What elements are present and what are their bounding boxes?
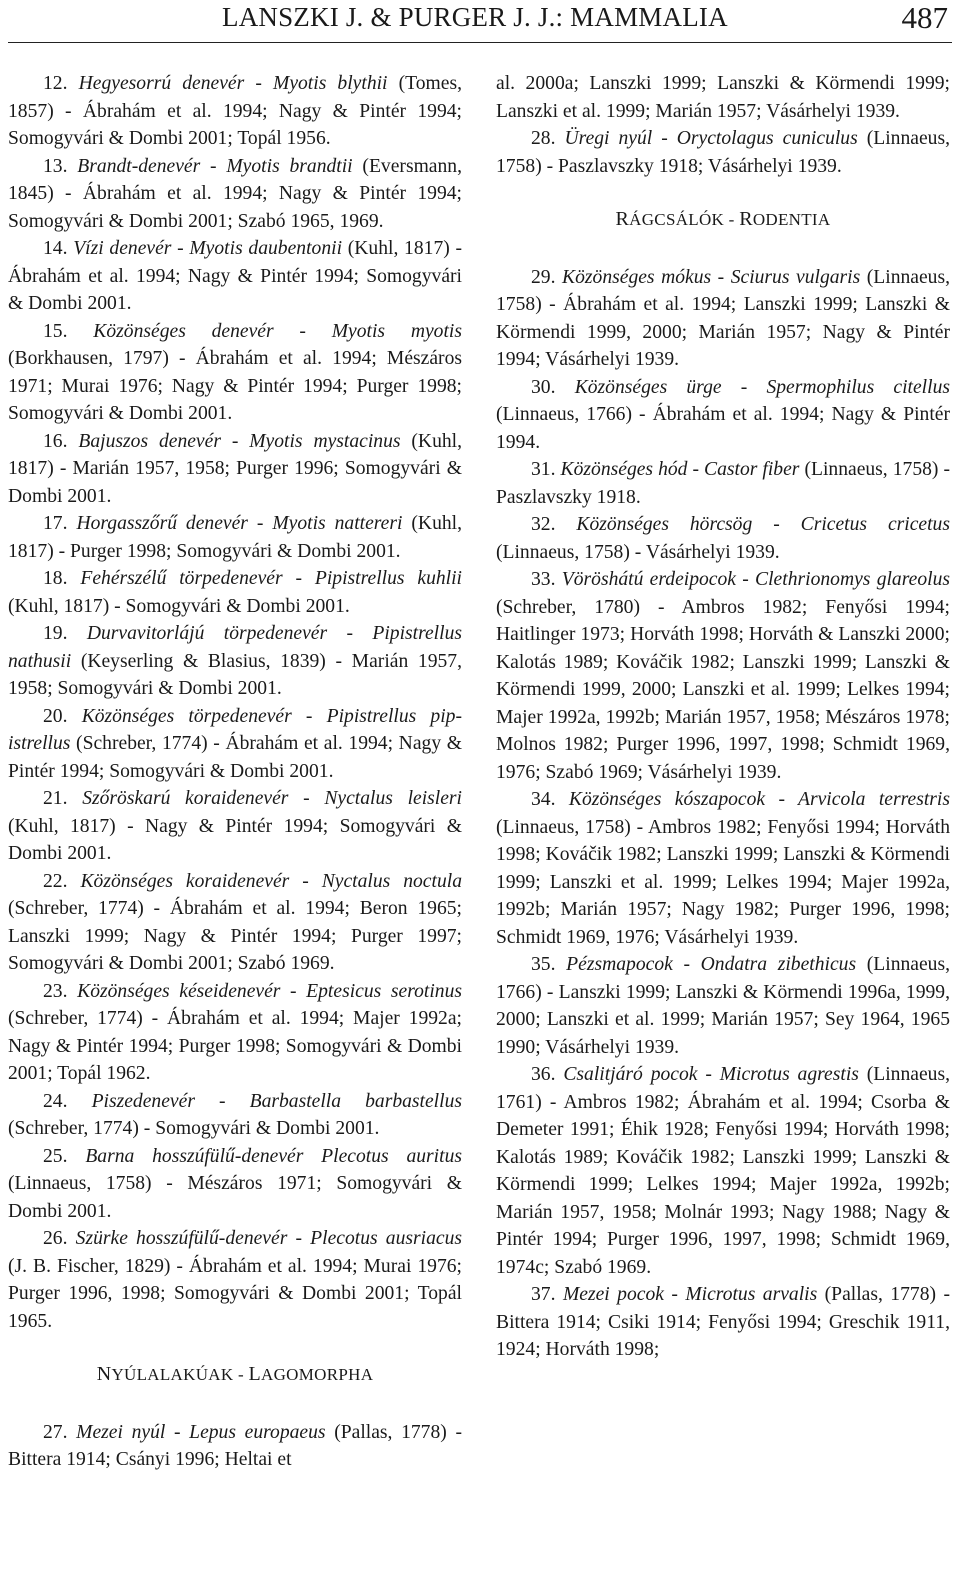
entry-citations: (Linnaeus, 1758) - Mészáros 1971; Somogyvári & Dombi 2001. xyxy=(8,1173,462,1222)
entry-citations: (Schreber, 1774) - Ábrahám et al. 1994; Nagy & Pintér 1994; Somogyvári & Dombi 2001. xyxy=(8,733,462,782)
entry-number: 19. xyxy=(43,623,68,644)
entry-citations: (Pallas, 1778) - Bittera 1914; Csányi 1996; Heltai et xyxy=(8,1421,462,1470)
species-name: Pézsmapocok - Ondatra zibethicus xyxy=(566,954,857,975)
entry-number: 36. xyxy=(531,1064,556,1085)
section-heading-lagomorpha xyxy=(8,1361,462,1389)
species-entry xyxy=(8,565,462,620)
heading-lagomorpha-rest-2: AGOMORPHA xyxy=(261,1365,374,1384)
entry-number: 13. xyxy=(43,155,68,177)
species-entry xyxy=(8,620,462,703)
entry-text: al. 2000a; Lanszki 1999; Lanszki & Körmendi 1999; Lanszki et al. 1999; Marián 1957; Vásárhelyi 1939. xyxy=(496,73,950,122)
species-entry xyxy=(496,566,950,786)
entry-number: 32. xyxy=(531,514,556,535)
species-entry xyxy=(496,70,950,125)
running-title: LANSZKI J. & PURGER J. J.: MAMMALIA xyxy=(222,2,728,32)
species-entry xyxy=(496,374,950,457)
species-entry xyxy=(8,510,462,565)
species-name: Közönséges kószapocok - Arvicola terrestris xyxy=(568,789,950,810)
heading-lagomorpha-initial-2: L xyxy=(248,1363,262,1385)
species-name: Durvavitorlájú törpedenevér - Pipistrellus nathusii xyxy=(8,623,462,672)
entry-number: 29. xyxy=(531,266,556,288)
species-name: Közönséges koraidenevér - Nyctalus noctula xyxy=(80,870,462,892)
entry-citations: (Kuhl, 1817) - Marián 1957, 1958; Purger 1996; Somogyvári & Dombi 2001. xyxy=(8,430,463,507)
section-heading-rodentia xyxy=(496,206,950,234)
entry-number: 12. xyxy=(43,73,68,94)
entry-number: 20. xyxy=(43,705,68,727)
species-name: Barna hosszúfülű-denevér Plecotus auritus xyxy=(85,1145,462,1167)
right-before-entries xyxy=(496,70,950,180)
species-name: Közönséges törpedenevér - Pipistrellus pipistrellus xyxy=(8,705,463,754)
entry-number: 16. xyxy=(43,430,68,452)
entry-citations: (Borkhausen, 1797) - Ábrahám et al. 1994; Mészáros 1971; Murai 1976; Nagy & Pintér 1994; Purger 1998; Somogyvári & Dombi 2001. xyxy=(8,348,462,424)
entry-citations: (Linnaeus, 1761) - Ambros 1982; Ábrahám et al. 1994; Csorba & Demeter 1991; Éhik 1928; Fenyősi 1994; Horváth 1998; Kalotás 1989; Kováčik 1982; Lanszki 1999; Lanszki & Körmendi 1999; Lelkes 1994; Majer 1992a, 1992b; Marián 1957, 1958; Molnár 1993; Nagy 1988; Nagy & Pintér 1994; Purger 1996, 1997, 1998; Schmidt 1969, 1974c; Szabó 1969. xyxy=(496,1064,950,1278)
heading-rodentia-initial-2: R xyxy=(739,208,753,230)
entry-citations: (Kuhl, 1817) - Purger 1998; Somogyvári & Dombi 2001. xyxy=(8,513,463,562)
left-after-entries xyxy=(8,1419,462,1474)
species-name: Közönséges késeidenevér - Eptesicus serotinus xyxy=(77,980,462,1002)
species-entry xyxy=(496,456,950,511)
heading-rodentia-separator: - xyxy=(724,210,740,229)
species-name: Mezei nyúl - Lepus europaeus xyxy=(76,1421,326,1443)
species-entry xyxy=(496,1281,950,1364)
species-name: Bajuszos denevér - Myotis mystacinus xyxy=(78,430,401,452)
heading-lagomorpha-separator: - xyxy=(233,1365,249,1384)
entry-citations: (Schreber, 1774) - Ábrahám et al. 1994; Beron 1965; Lanszki 1999; Nagy & Pintér 1994; Purger 1997; Somogyvári & Dombi 2001; Szabó 1969. xyxy=(8,898,462,974)
entry-citations: (Schreber, 1774) - Ábrahám et al. 1994; Majer 1992a; Nagy & Pintér 1994; Purger 1998; Somogyvári & Dombi 2001; Topál 1962. xyxy=(8,1008,462,1084)
species-entry xyxy=(8,70,462,153)
entry-number: 37. xyxy=(531,1284,556,1305)
entry-citations: (Kuhl, 1817) - Ábrahám et al. 1994; Nagy & Pintér 1994; Somogyvári & Dombi 2001. xyxy=(8,238,462,314)
species-name: Üregi nyúl - Oryctolagus cuniculus xyxy=(564,128,858,149)
species-entry xyxy=(496,264,950,374)
entry-number: 33. xyxy=(531,569,556,590)
entry-number: 14. xyxy=(43,238,68,259)
species-entry xyxy=(8,428,462,511)
species-entry xyxy=(8,978,462,1088)
species-name: Piszedenevér - Barbastella barbastellus xyxy=(91,1090,462,1112)
entry-number: 35. xyxy=(531,954,556,975)
species-entry xyxy=(8,235,462,318)
species-entry xyxy=(8,1419,462,1474)
left-entries xyxy=(8,70,462,1335)
entry-number: 23. xyxy=(43,980,68,1002)
page-number: 487 xyxy=(901,0,948,35)
entry-citations: (Eversmann, 1845) - Ábrahám et al. 1994; Nagy & Pintér 1994; Somogyvári & Dombi 2001; Szabó 1965, 1969. xyxy=(8,155,462,232)
species-name: Brandt-denevér - Myotis brandtii xyxy=(77,155,353,177)
species-name: Szürke hosszúfülű-denevér - Plecotus ausriacus xyxy=(75,1228,462,1249)
species-name: Vízi denevér - Myotis daubentonii xyxy=(73,238,343,259)
species-entry xyxy=(496,951,950,1061)
heading-lagomorpha-rest-1: YÚLALAKÚAK xyxy=(111,1365,234,1384)
entry-citations: (Linnaeus, 1766) - Lanszki 1999; Lanszki & Körmendi 1996a, 1999, 2000; Lanszki et al. 1999; Marián 1957; Sey 1964, 1965 1990; Vásárhelyi 1939. xyxy=(496,954,950,1058)
entry-citations: (Schreber, 1780) - Ambros 1982; Fenyősi 1994; Haitlinger 1973; Horváth 1998; Horváth & Lanszki 2000; Kalotás 1989; Kováčik 1982; Lanszki 1999; Lanszki & Körmendi 1999, 2000; Lanszki et al. 1999; Lelkes 1994; Majer 1992a, 1992b; Marián 1957, 1958; Mészáros 1978; Molnos 1982; Purger 1996, 1997, 1998; Schmidt 1969, 1976; Szabó 1969; Vásárhelyi 1939. xyxy=(496,596,950,783)
species-entry xyxy=(8,785,462,868)
header-rule xyxy=(8,42,952,43)
entry-number: 30. xyxy=(531,376,556,398)
right-column xyxy=(496,70,950,1364)
entry-citations: (Linnaeus, 1758) - Vásárhelyi 1939. xyxy=(496,541,780,563)
species-name: Közönséges denevér - Myotis myotis xyxy=(93,320,462,342)
entry-citations: (Linnaeus, 1758) - Paszlavszky 1918. xyxy=(496,459,950,508)
entry-number: 21. xyxy=(43,788,68,809)
right-entries xyxy=(496,264,950,1364)
running-head xyxy=(0,0,960,40)
entry-citations: (Kuhl, 1817) - Somogyvári & Dombi 2001. xyxy=(8,595,350,617)
heading-lagomorpha-initial-1: N xyxy=(96,1363,112,1385)
species-name: Horgasszőrű denevér - Myotis nattereri xyxy=(76,513,403,534)
species-entry xyxy=(496,786,950,951)
entry-citations: (Linnaeus, 1766) - Ábrahám et al. 1994; Nagy & Pintér 1994. xyxy=(496,404,950,453)
species-entry xyxy=(8,153,462,236)
entry-number: 24. xyxy=(43,1090,68,1112)
entry-number: 26. xyxy=(43,1228,68,1249)
species-name: Hegyesorrú denevér - Myotis blythii xyxy=(78,73,388,94)
species-name: Szőröskarú koraidenevér - Nyctalus leisleri xyxy=(82,788,462,809)
species-name: Közönséges mókus - Sciurus vulgaris xyxy=(562,266,861,288)
entry-number: 15. xyxy=(43,320,68,342)
species-entry xyxy=(8,318,462,428)
species-name: Közönséges hód - Castor fiber xyxy=(560,459,800,480)
species-entry xyxy=(8,1225,462,1335)
entry-number: 22. xyxy=(43,870,68,892)
species-name: Közönséges hörcsög - Cricetus cricetus xyxy=(576,514,950,535)
entry-citations: (Tomes, 1857) - Ábrahám et al. 1994; Nagy & Pintér 1994; Somogyvári & Dombi 2001; Topál 1956. xyxy=(8,73,463,149)
species-name: Csalitjáró pocok - Microtus agrestis xyxy=(563,1064,859,1085)
left-column xyxy=(8,70,462,1474)
entry-citations: (Linnaeus, 1758) - Paszlavszky 1918; Vásárhelyi 1939. xyxy=(496,128,950,177)
species-entry xyxy=(496,511,950,566)
species-entry xyxy=(8,1143,462,1226)
entry-citations: (Kuhl, 1817) - Nagy & Pintér 1994; Somogyvári & Dombi 2001. xyxy=(8,815,462,864)
species-entry xyxy=(8,703,462,786)
species-name: Közönséges ürge - Spermophilus citellus xyxy=(574,376,950,398)
entry-number: 28. xyxy=(531,128,556,149)
entry-number: 25. xyxy=(43,1145,68,1167)
species-entry xyxy=(8,1088,462,1143)
species-name: Fehérszélű törpedenevér - Pipistrellus kuhlii xyxy=(80,568,463,589)
species-name: Mezei pocok - Microtus arvalis xyxy=(562,1284,818,1305)
entry-number: 31. xyxy=(531,459,556,480)
entry-citations: (Linnaeus, 1758) - Ambros 1982; Fenyősi 1994; Horváth 1998; Kováčik 1982; Lanszki 1999; Lanszki & Körmendi 1999; Lanszki et al. 1999; Lelkes 1994; Majer 1992a, 1992b; Marián 1957; Nagy 1982; Purger 1996, 1998; Schmidt 1969, 1976; Vásárhelyi 1939. xyxy=(496,816,950,948)
heading-rodentia-rest-2: ODENTIA xyxy=(752,210,831,229)
entry-citations: (Keyserling & Blasius, 1839) - Marián 1957, 1958; Somogyvári & Dombi 2001. xyxy=(8,650,462,699)
heading-rodentia-initial-1: R xyxy=(615,208,630,230)
entry-citations: (Linnaeus, 1758) - Ábrahám et al. 1994; Lanszki 1999; Lanszki & Körmendi 1999, 2000; Marián 1957; Nagy & Pintér 1994; Vásárhelyi 1939. xyxy=(496,266,950,370)
heading-rodentia-rest-1: ÁGCSÁLÓK xyxy=(629,210,725,229)
entry-number: 17. xyxy=(43,513,68,534)
entry-citations: (Pallas, 1778) - Bittera 1914; Csiki 1914; Fenyősi 1994; Greschik 1911, 1924; Horváth 1998; xyxy=(496,1284,950,1360)
species-entry xyxy=(8,868,462,978)
entry-number: 18. xyxy=(43,568,68,589)
entry-number: 27. xyxy=(43,1421,68,1443)
entry-citations: (J. B. Fischer, 1829) - Ábrahám et al. 1994; Murai 1976; Purger 1996, 1998; Somogyvári & Dombi 2001; Topál 1965. xyxy=(8,1255,462,1332)
species-entry xyxy=(496,1061,950,1281)
species-entry xyxy=(496,125,950,180)
entry-citations: (Schreber, 1774) - Somogyvári & Dombi 2001. xyxy=(8,1118,380,1139)
entry-number: 34. xyxy=(531,789,556,810)
species-name: Vöröshátú erdeipocok - Clethrionomys glareolus xyxy=(561,569,950,590)
